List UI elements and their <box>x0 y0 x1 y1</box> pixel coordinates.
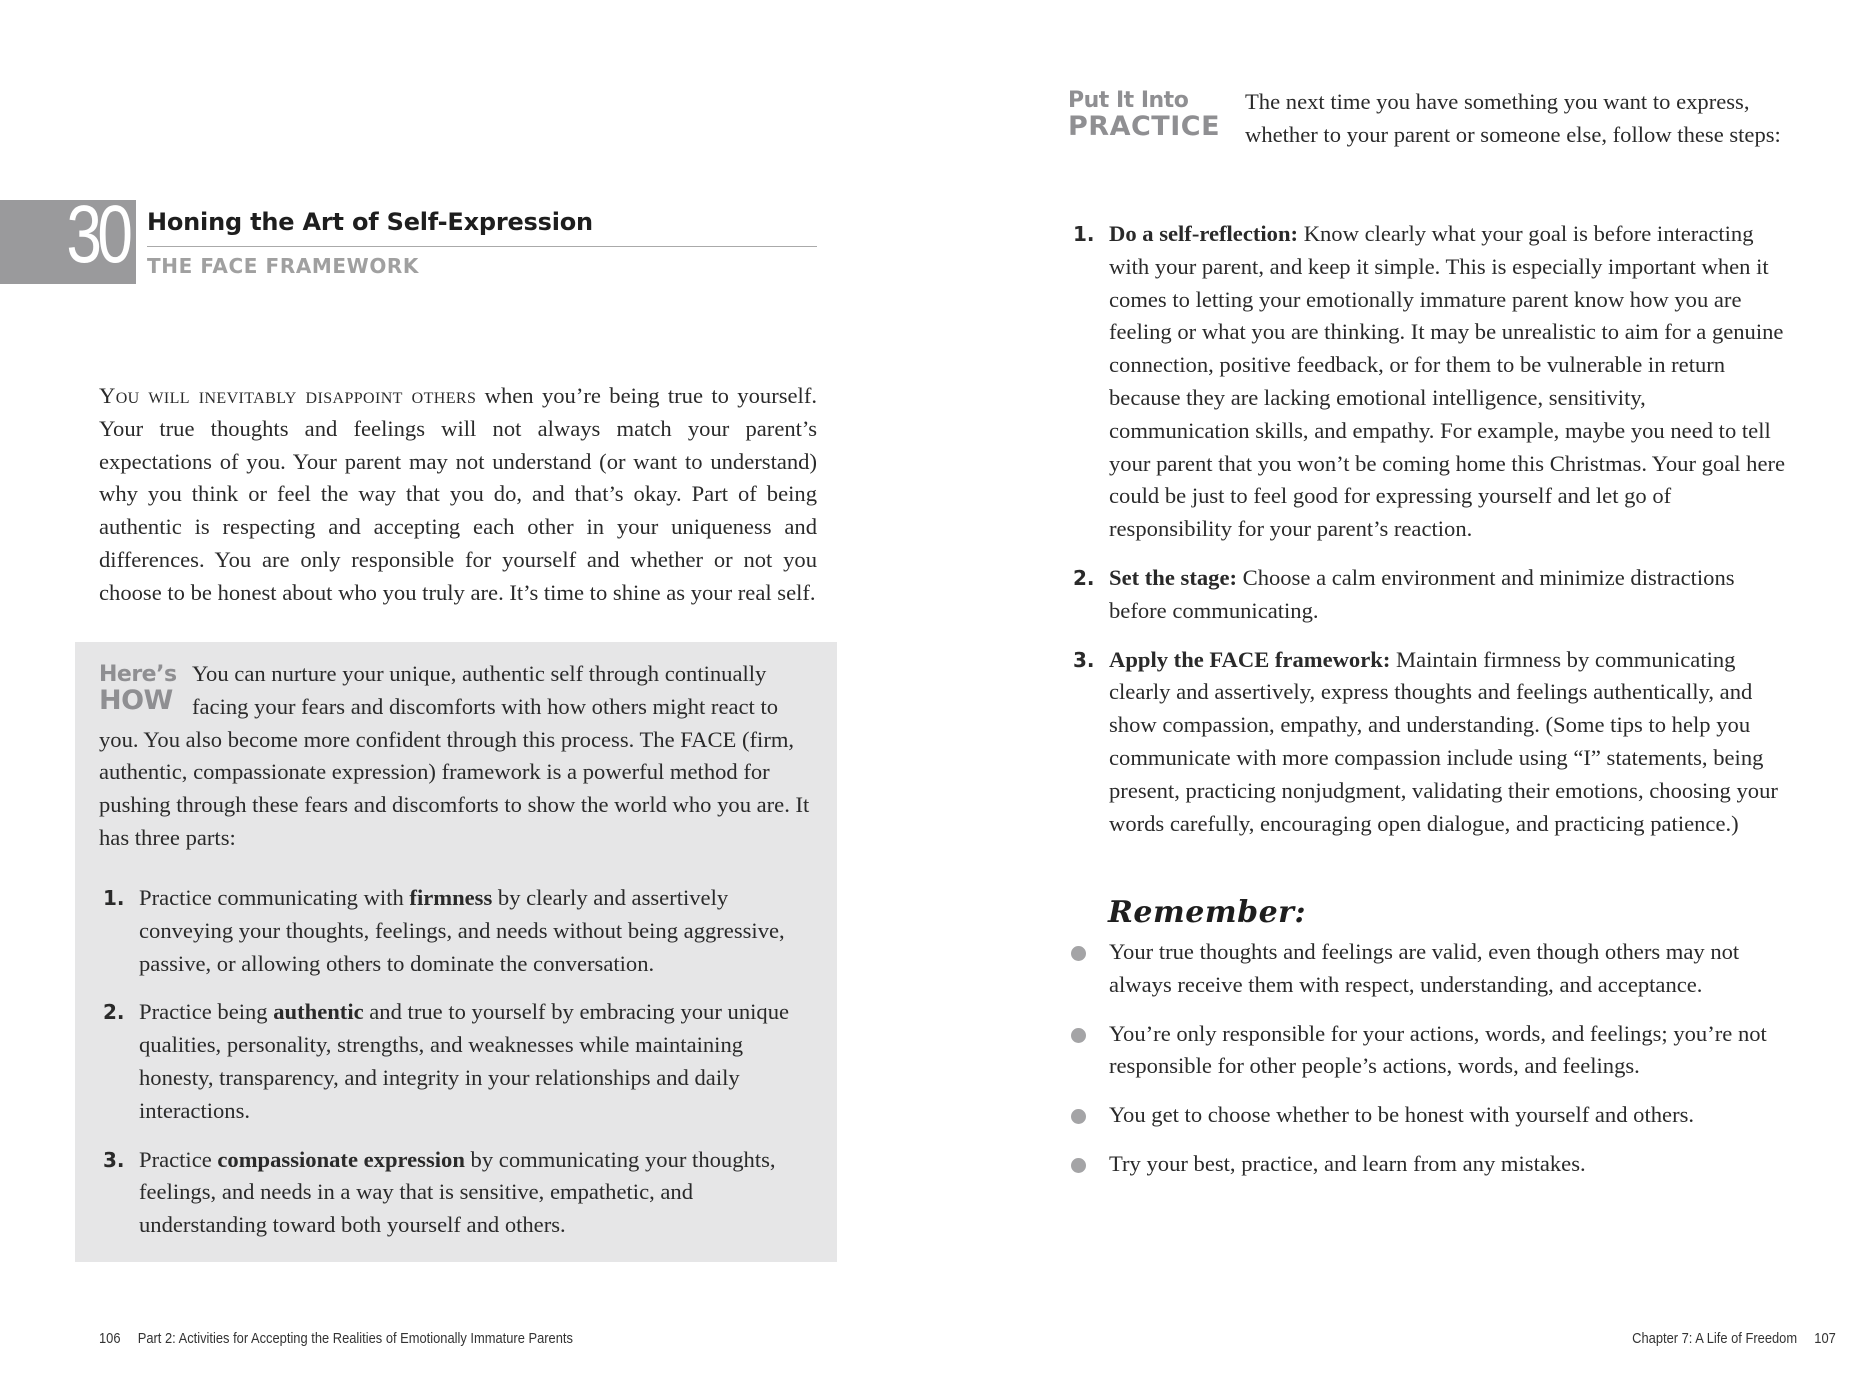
running-head: Part 2: Activities for Accepting the Realities of Emotionally Immature Parents <box>137 1330 573 1347</box>
step-text: by communicating your thoughts, feelings, and needs in a way that is sensitive, empathetic, and understanding toward both yourself and others. <box>139 1146 776 1238</box>
step-number: 2. <box>103 1000 125 1025</box>
step-text: Practice <box>139 1146 218 1172</box>
bullet-icon <box>1071 946 1086 961</box>
remember-list <box>1069 936 1789 1197</box>
step-text: Practice being <box>139 999 274 1025</box>
heres-how-label-line2: HOW <box>99 685 173 716</box>
bullet-text: You get to choose whether to be honest with yourself and others. <box>1109 1102 1695 1128</box>
list-item <box>1069 562 1789 628</box>
intro-paragraph <box>99 380 817 610</box>
step-number: 1. <box>1073 222 1095 246</box>
page-number: 107 <box>1814 1330 1836 1347</box>
step-number: 2. <box>1073 565 1095 590</box>
list-item <box>1069 1099 1789 1132</box>
step-keyword: firmness <box>409 885 493 910</box>
practice-steps-list <box>1069 218 1789 856</box>
heres-how-box <box>75 642 837 1262</box>
step-text: Practice communicating with <box>139 885 410 910</box>
step-number: 3. <box>103 1147 125 1172</box>
step-text: by clearly and assertively conveying your thoughts, feelings, and needs without being aggressive, passive, or allowing others to dominate the conversation. <box>139 885 785 976</box>
step-number: 3. <box>1073 647 1095 672</box>
intro-lead: You will inevitably disappoint others <box>99 383 477 408</box>
practice-intro: The next time you have something you want to express, whether to your parent or someone else, follow these steps: <box>1245 89 1781 147</box>
step-text: Maintain firmness by communicating clearly and assertively, express thoughts and feelings authentically, and show compassion, empathy, and understanding. (Some tips to help you communicate with more compassion include using “I” statements, being present, practicing nonjudgment, validating their emotions, choosing your words carefully, encouraging open dialogue, and practicing patience.) <box>1109 646 1778 836</box>
list-item <box>99 1144 811 1242</box>
list-item <box>99 996 811 1127</box>
bullet-icon <box>1071 1109 1086 1124</box>
step-keyword: authentic <box>273 999 364 1025</box>
remember-heading: Remember: <box>1108 895 1307 930</box>
step-text: Choose a calm environment and minimize distractions before communicating. <box>1109 564 1735 623</box>
step-text: Know clearly what your goal is before interacting with your parent, and keep it simple. This is especially important when it comes to letting your emotionally immature parent know how you are feeling or what you are thinking. It may be unrealistic to aim for a genuine connection, positive feedback, or for them to be vulnerable in return because they are lacking emotional intelligence, sensitivity, communication skills, and empathy. For example, maybe you need to tell your parent that you won’t be coming home this Christmas. Your goal here could be just to feel good for expressing yourself and let go of responsibility for your parent’s reaction. <box>1109 221 1786 542</box>
page-number: 106 <box>99 1330 121 1347</box>
step-heading: Do a self-reflection: <box>1109 221 1299 246</box>
bullet-text: Your true thoughts and feelings are valid, even though others may not always receive them with respect, understanding, and acceptance. <box>1109 939 1740 997</box>
step-heading: Apply the FACE framework: <box>1109 646 1391 672</box>
chapter-number: 30 <box>66 189 128 280</box>
practice-label-line1: Put It Into <box>1068 88 1189 113</box>
running-head: Chapter 7: A Life of Freedom <box>1632 1330 1798 1347</box>
face-steps-list <box>99 882 811 1258</box>
list-item <box>1069 1018 1789 1084</box>
list-item <box>1069 1148 1789 1181</box>
list-item <box>99 882 811 980</box>
list-item <box>1069 644 1789 841</box>
step-heading: Set the stage: <box>1109 564 1237 590</box>
put-it-into-practice-label <box>1068 90 1220 140</box>
bullet-icon <box>1071 1158 1086 1173</box>
bullet-icon <box>1071 1028 1086 1043</box>
chapter-title: Honing the Art of Self-Expression <box>147 208 593 236</box>
chapter-subtitle: THE FACE FRAMEWORK <box>147 254 420 278</box>
left-footer <box>99 1330 573 1347</box>
title-divider <box>147 246 817 247</box>
heres-how-label-line1: Here’s <box>99 662 177 687</box>
step-number: 1. <box>103 886 125 910</box>
bullet-text: You’re only responsible for your actions, words, and feelings; you’re not responsible for other people’s actions, words, and feelings. <box>1109 1020 1767 1079</box>
step-keyword: compassionate expression <box>217 1146 465 1172</box>
heres-how-paragraph: You can nurture your unique, authentic self through continually facing your fears and discomforts with how others might react to you. You also become more confident through this process. The FACE (firm, authentic, compassionate expression) framework is a powerful method for pushing through these fears and discomforts to show the world who you are. It has three parts: <box>99 661 810 850</box>
chapter-number-box <box>0 189 136 284</box>
heres-how-text <box>99 658 817 855</box>
list-item <box>1069 936 1789 1002</box>
right-page <box>933 0 1866 1400</box>
step-text: and true to yourself by embracing your unique qualities, personality, strengths, and weaknesses while maintaining honesty, transparency, and integrity in your relationships and daily interactions. <box>139 999 790 1123</box>
list-item <box>1069 218 1789 546</box>
practice-label-line2: PRACTICE <box>1068 111 1221 142</box>
bullet-text: Try your best, practice, and learn from any mistakes. <box>1109 1150 1586 1176</box>
intro-text: when you’re being true to yourself. Your true thoughts and feelings will not always match your parent’s expectations of you. Your parent may not understand (or want to understand) why you think or feel the way that you do, and that’s okay. Part of being authentic is respecting and accepting each other in your uniqueness and differences. You are only responsible for yourself and whether or not you choose to be honest about who you truly are. It’s time to shine as your real self. <box>99 383 817 605</box>
right-footer <box>1632 1330 1836 1347</box>
